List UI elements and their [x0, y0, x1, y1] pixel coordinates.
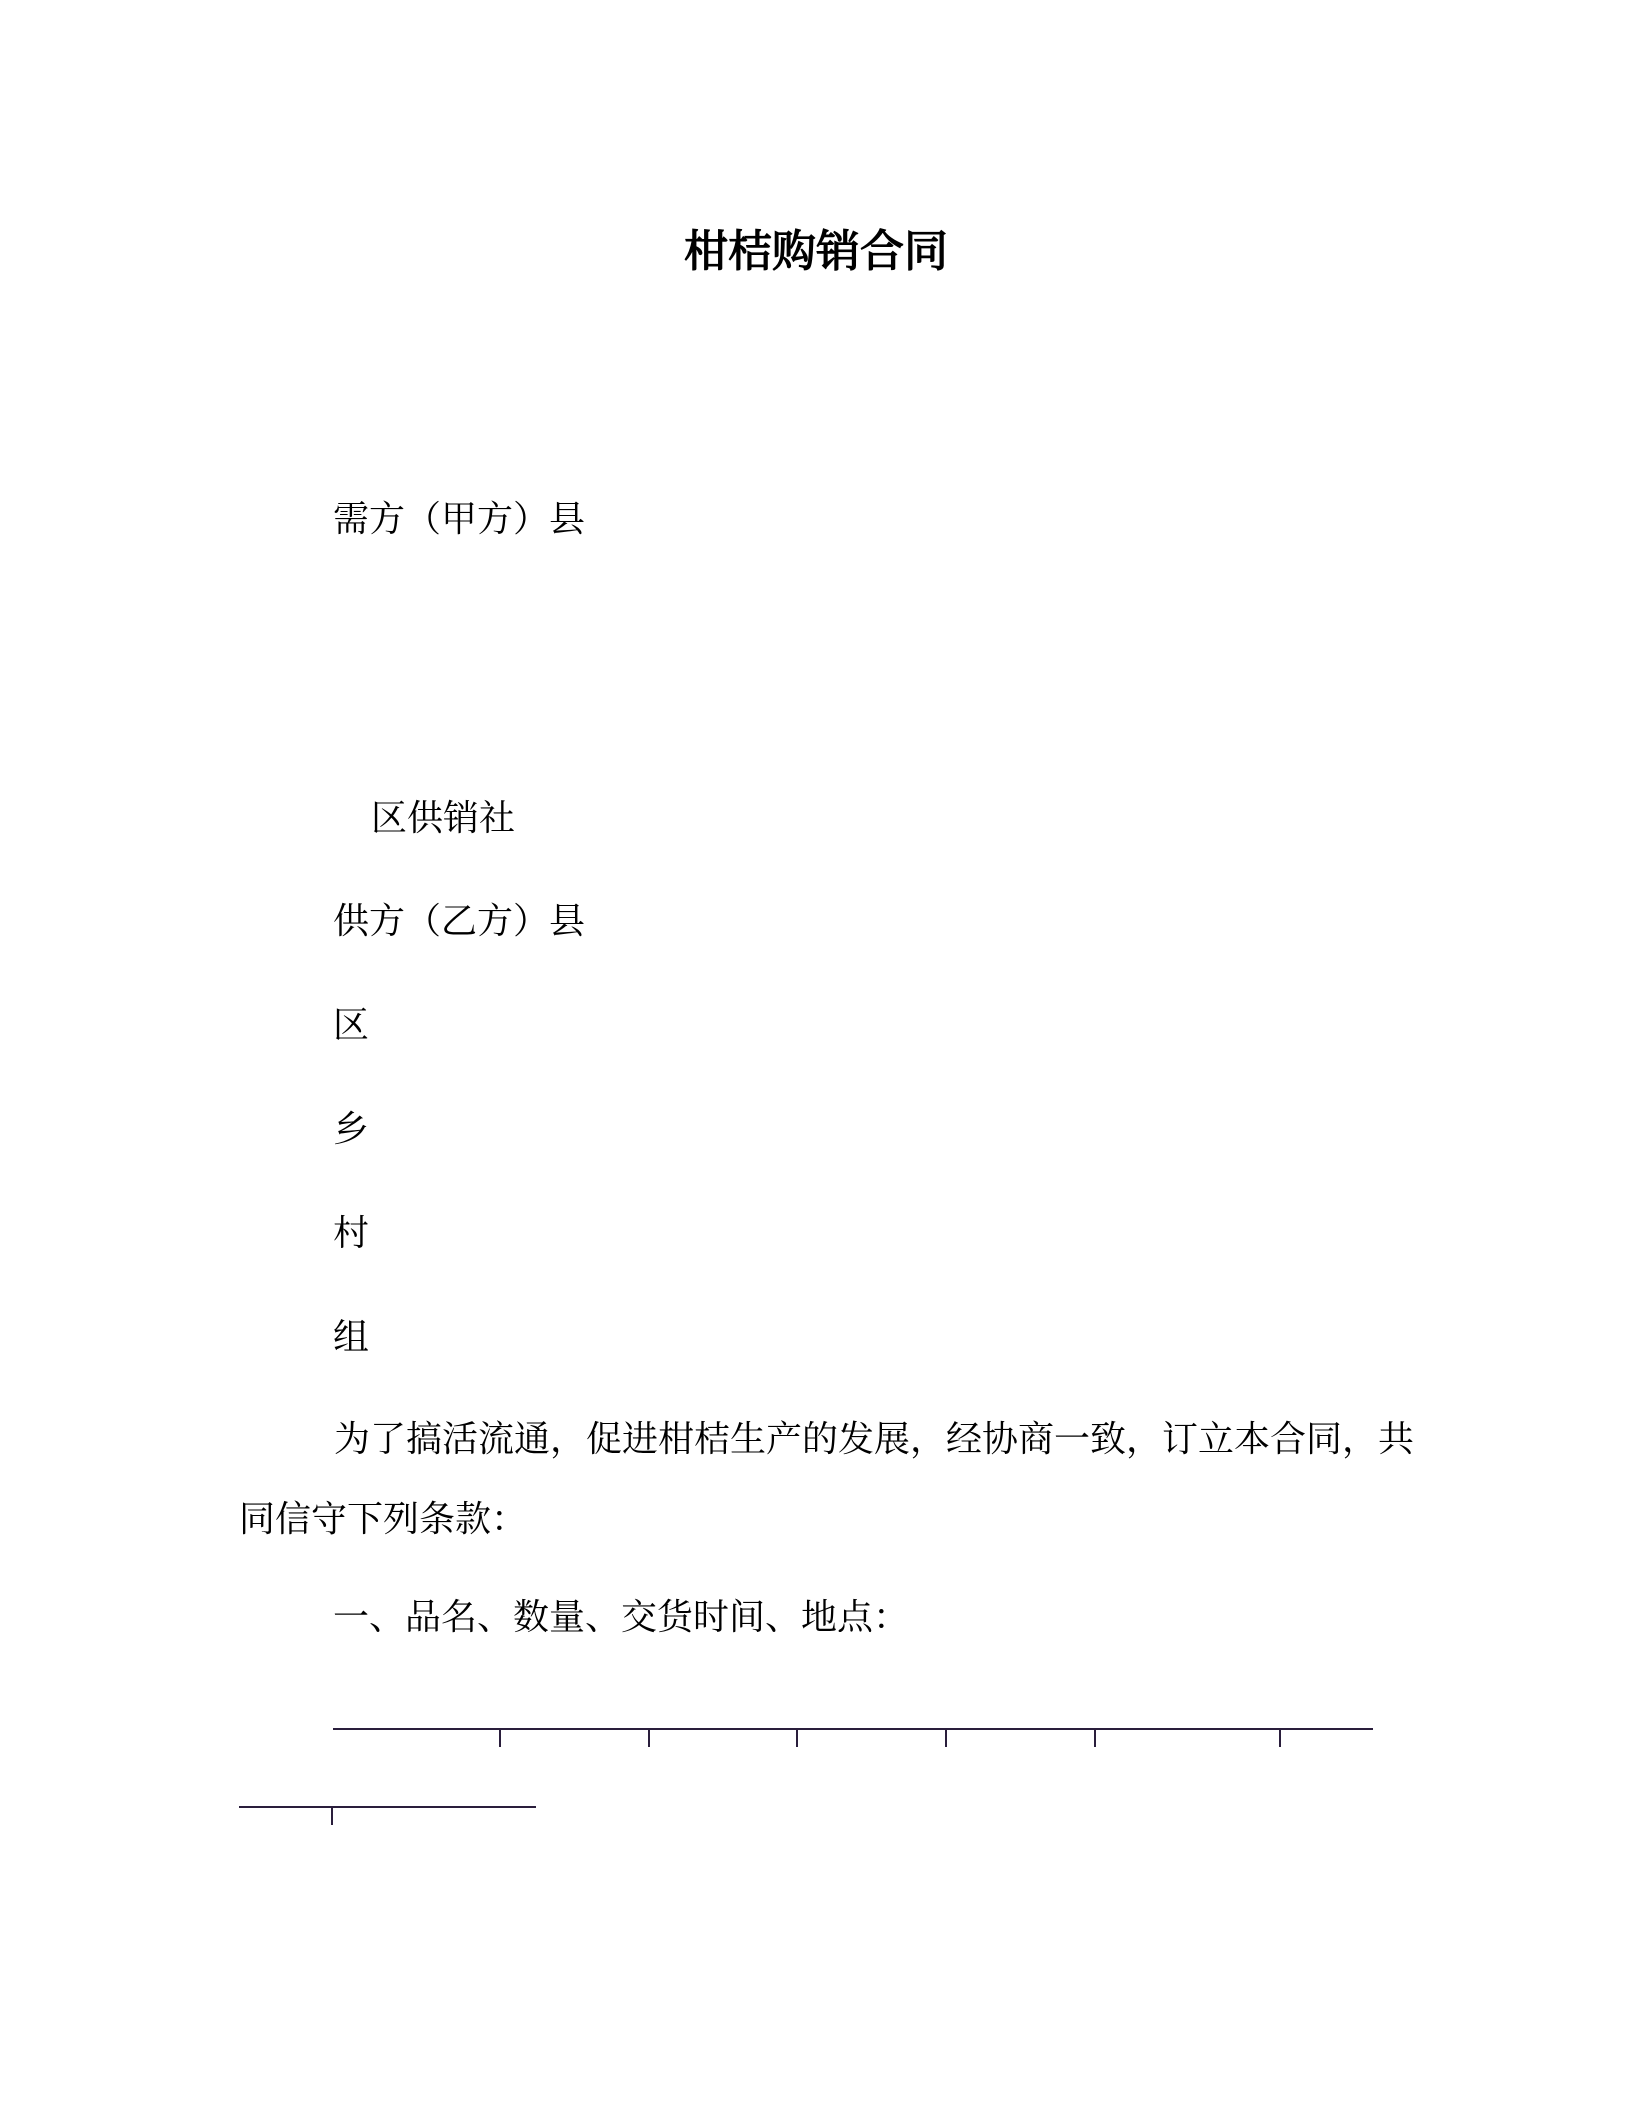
fill-in-divider	[1279, 1729, 1281, 1747]
party-b-village: 村	[333, 1213, 370, 1254]
document-title: 柑桔购销合同	[684, 226, 948, 277]
party-b-group: 组	[333, 1317, 370, 1358]
section-1-heading: 一、品名、数量、交货时间、地点：	[333, 1597, 910, 1638]
preamble-paragraph: 为了搞活流通，促进柑桔生产的发展，经协商一致，订立本合同，共同信守下列条款：	[239, 1419, 1415, 1540]
party-b-district: 区	[333, 1005, 370, 1046]
party-a-label: 需方（甲方）县	[333, 499, 586, 540]
party-b-label: 供方（乙方）县	[333, 901, 586, 942]
fill-in-divider	[331, 1807, 333, 1825]
party-b-township: 乡	[333, 1109, 370, 1150]
fill-in-divider	[796, 1729, 798, 1747]
fill-in-divider	[499, 1729, 501, 1747]
fill-in-rule-row-2	[239, 1806, 536, 1808]
fill-in-divider	[648, 1729, 650, 1747]
fill-in-rule-row-1	[333, 1728, 1373, 1730]
fill-in-divider	[1094, 1729, 1096, 1747]
fill-in-divider	[945, 1729, 947, 1747]
party-a-organization: 区供销社	[371, 798, 516, 839]
